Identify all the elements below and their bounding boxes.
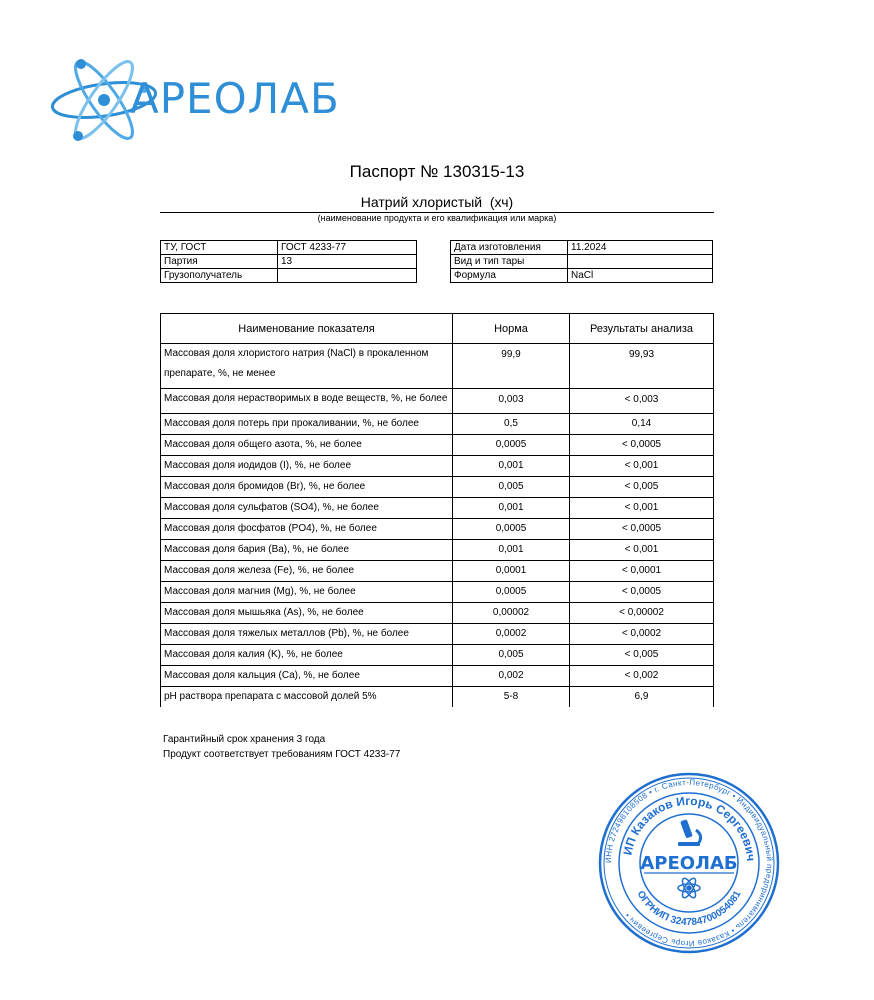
info-row: [161, 241, 417, 255]
microscope-icon: [678, 819, 701, 846]
parameter-cell: Массовая доля железа (Fe), %, не более: [161, 561, 453, 582]
info-value: [278, 269, 417, 283]
parameter-cell: Массовая доля фосфатов (PO4), %, не более: [161, 519, 453, 540]
table-row: [161, 666, 714, 687]
norm-cell: 0,003: [453, 389, 570, 414]
parameter-cell: Массовая доля бария (Ba), %, не более: [161, 540, 453, 561]
result-cell: < 0,0005: [570, 582, 714, 603]
table-row: [161, 561, 714, 582]
norm-cell: 0,0005: [453, 435, 570, 456]
table-row: [161, 540, 714, 561]
norm-cell: 0,0001: [453, 561, 570, 582]
result-cell: < 0,0001: [570, 561, 714, 582]
result-cell: 99,93: [570, 344, 714, 389]
parameter-cell: Массовая доля потерь при прокаливании, %, не более: [161, 414, 453, 435]
table-row: [161, 389, 714, 414]
info-value: NaCl: [568, 269, 713, 283]
norm-cell: 0,0005: [453, 519, 570, 540]
table-row: [161, 582, 714, 603]
info-row: [161, 255, 417, 269]
parameter-cell: Массовая доля кальция (Ca), %, не более: [161, 666, 453, 687]
parameter-cell: Массовая доля магния (Mg), %, не более: [161, 582, 453, 603]
info-row: [451, 269, 713, 283]
info-label: Дата изготовления: [451, 241, 568, 255]
info-label: Формула: [451, 269, 568, 283]
result-cell: < 0,002: [570, 666, 714, 687]
header-norm: Норма: [453, 314, 570, 344]
info-row: [161, 269, 417, 283]
info-value: 13: [278, 255, 417, 269]
table-row: [161, 344, 714, 389]
table-row: [161, 456, 714, 477]
norm-cell: 5-8: [453, 687, 570, 708]
result-cell: < 0,005: [570, 477, 714, 498]
info-label: ТУ, ГОСТ: [161, 241, 278, 255]
compliance-note: Продукт соответствует требованиям ГОСТ 4233-77: [163, 749, 401, 760]
norm-cell: 0,001: [453, 498, 570, 519]
info-label: Партия: [161, 255, 278, 269]
info-table-left: [160, 240, 417, 283]
result-cell: < 0,0002: [570, 624, 714, 645]
norm-cell: 0,002: [453, 666, 570, 687]
result-cell: 6,9: [570, 687, 714, 708]
company-stamp: [598, 772, 780, 954]
table-row: [161, 624, 714, 645]
parameter-cell: Массовая доля тяжелых металлов (Pb), %, не более: [161, 624, 453, 645]
footer-notes: [163, 732, 400, 762]
result-cell: < 0,00002: [570, 603, 714, 624]
table-row: [161, 645, 714, 666]
table-row: [161, 603, 714, 624]
norm-cell: 0,5: [453, 414, 570, 435]
info-label: Вид и тип тары: [451, 255, 568, 269]
norm-cell: 0,005: [453, 477, 570, 498]
parameter-cell: Массовая доля бромидов (Br), %, не более: [161, 477, 453, 498]
result-cell: < 0,003: [570, 389, 714, 414]
norm-cell: 0,001: [453, 540, 570, 561]
result-cell: < 0,0005: [570, 435, 714, 456]
info-label: Грузополучатель: [161, 269, 278, 283]
shelf-life-note: Гарантийный срок хранения 3 года: [163, 734, 326, 745]
norm-cell: 0,001: [453, 456, 570, 477]
info-value: [568, 255, 713, 269]
parameter-cell: Массовая доля хлористого натрия (NaCl) в прокаленном препарате, %, не менее: [161, 344, 453, 389]
parameter-cell: Массовая доля мышьяка (As), %, не более: [161, 603, 453, 624]
norm-cell: 0,005: [453, 645, 570, 666]
parameter-cell: pH раствора препарата с массовой долей 5%: [161, 687, 453, 708]
parameter-cell: Массовая доля нерастворимых в воде веществ, %, не более: [161, 389, 453, 414]
table-row: [161, 477, 714, 498]
header-parameter: Наименование показателя: [161, 314, 453, 344]
product-name: Натрий хлористый (хч): [160, 194, 714, 213]
table-row: [161, 414, 714, 435]
analysis-header-row: [161, 314, 714, 344]
stamp-owner-text: ИП Казаков Игорь Сергеевич: [620, 793, 759, 862]
table-row: [161, 435, 714, 456]
analysis-table: [160, 313, 714, 707]
parameter-cell: Массовая доля общего азота, %, не более: [161, 435, 453, 456]
passport-title: Паспорт № 130315-13: [349, 162, 525, 181]
norm-cell: 0,0002: [453, 624, 570, 645]
stamp-outer-text: ИНН 272498108508 • г. Санкт-Петербург • Индивидуальный предприниматель • Казаков Игорь Сергеевич •: [603, 777, 775, 949]
atom-icon: [678, 876, 700, 899]
product-note: (наименование продукта и его квалификация или марка): [317, 213, 557, 223]
stamp-brand: АРЕОЛАБ: [640, 853, 738, 874]
info-row: [451, 255, 713, 269]
norm-cell: 0,00002: [453, 603, 570, 624]
result-cell: < 0,001: [570, 540, 714, 561]
info-row: [451, 241, 713, 255]
result-cell: 0,14: [570, 414, 714, 435]
header-result: Результаты анализа: [570, 314, 714, 344]
result-cell: < 0,0005: [570, 519, 714, 540]
result-cell: < 0,005: [570, 645, 714, 666]
stamp-ogrnip: ОГРНИП 324784700054081: [634, 889, 744, 929]
info-value: 11.2024: [568, 241, 713, 255]
norm-cell: 99,9: [453, 344, 570, 389]
norm-cell: 0,0005: [453, 582, 570, 603]
info-table-right: [450, 240, 713, 283]
info-value: ГОСТ 4233-77: [278, 241, 417, 255]
table-row: [161, 498, 714, 519]
result-cell: < 0,001: [570, 498, 714, 519]
parameter-cell: Массовая доля иодидов (I), %, не более: [161, 456, 453, 477]
parameter-cell: Массовая доля калия (K), %, не более: [161, 645, 453, 666]
table-row: [161, 687, 714, 708]
table-row: [161, 519, 714, 540]
parameter-cell: Массовая доля сульфатов (SO4), %, не более: [161, 498, 453, 519]
logo-text: АРЕОЛАБ: [130, 74, 340, 123]
result-cell: < 0,001: [570, 456, 714, 477]
